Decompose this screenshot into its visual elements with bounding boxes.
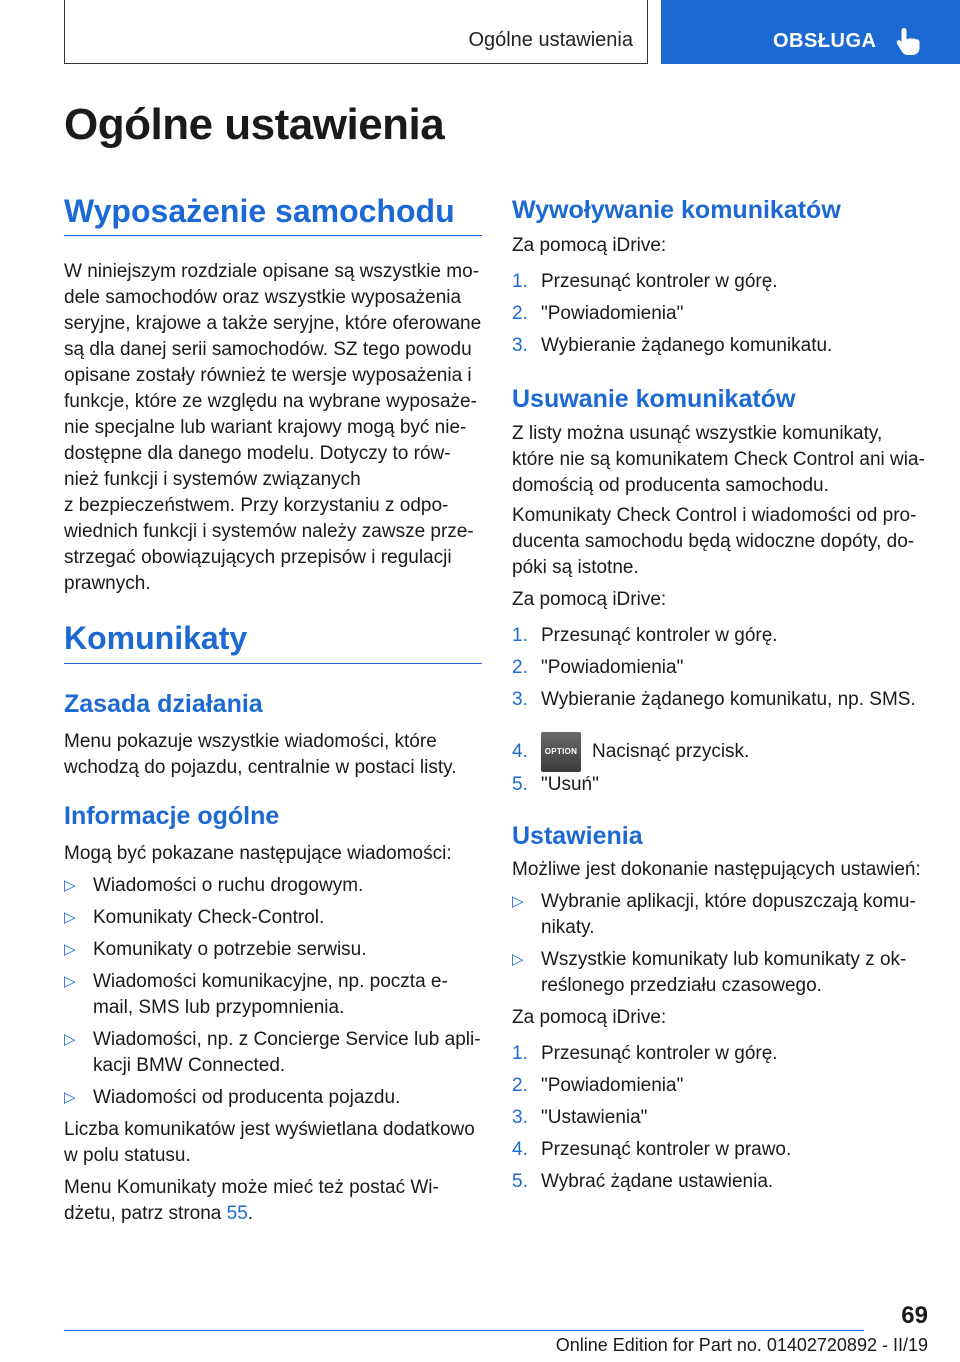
list-item-text: Wybrać żądane ustawienia.	[541, 1171, 774, 1192]
step-number: 2.	[512, 657, 528, 678]
step-number: 1.	[512, 1043, 528, 1064]
heading-delete-messages: Usuwanie komunikatów	[512, 385, 796, 413]
text-line: funkcje, które ze względu na wybrane wyposaże‐	[64, 391, 477, 412]
page-number: 69	[901, 1302, 928, 1329]
text-line: opisane zostały również te wersje wyposażenia i	[64, 365, 472, 386]
text-line: wiednich funkcji i systemów należy zawsze prze‐	[64, 521, 474, 542]
heading-equipment: Wyposażenie samochodu	[64, 193, 455, 229]
step-number: 3.	[512, 689, 528, 710]
list-item-text: mail, SMS lub przypomnienia.	[93, 997, 345, 1018]
text-line: Komunikaty Check Control i wiadomości od pro‐	[512, 505, 917, 526]
text-line: seryjne, krajowe a także seryjne, które oferowane	[64, 313, 482, 334]
heading-settings: Ustawienia	[512, 822, 643, 850]
list-item-text: Przesunąć kontroler w górę.	[541, 271, 778, 292]
step-number: 4.	[512, 741, 528, 762]
page-link[interactable]: 55	[226, 1203, 248, 1224]
list-item-text: Wiadomości, np. z Concierge Service lub apli‐	[93, 1029, 481, 1050]
list-item-text: Przesunąć kontroler w górę.	[541, 625, 778, 646]
triangle-bullet-icon: ▷	[512, 951, 524, 968]
text-line: Za pomocą iDrive:	[512, 589, 667, 610]
step-number: 1.	[512, 625, 528, 646]
list-item-text: Wiadomości od producenta pojazdu.	[93, 1087, 401, 1108]
heading-rule	[64, 663, 482, 664]
list-item-text: Wybieranie żądanego komunikatu.	[541, 335, 833, 356]
text-line: które nie są komunikatem Check Control ani wia‐	[512, 449, 925, 470]
text-line: Za pomocą iDrive:	[512, 1007, 667, 1028]
text-line: W niniejszym rozdziale opisane są wszystkie mo‐	[64, 261, 479, 282]
footer-rule	[64, 1330, 864, 1331]
list-item-text: kacji BMW Connected.	[93, 1055, 286, 1076]
step-number: 5.	[512, 774, 528, 795]
edition-footer: Online Edition for Part no. 01402720892 - II/19	[555, 1335, 928, 1355]
step-number: 3.	[512, 1107, 528, 1128]
triangle-bullet-icon: ▷	[64, 877, 76, 894]
text-line: strzegać obowiązujących przepisów i regulacji	[64, 547, 452, 568]
text-line: Możliwe jest dokonanie następujących ustawień:	[512, 859, 921, 880]
text-line: Za pomocą iDrive:	[512, 235, 667, 256]
text-span: dżetu, patrz strona	[64, 1203, 227, 1224]
list-item-text: "Ustawienia"	[541, 1107, 648, 1128]
text-line: nie specjalne lub wariant krajowy mogą być nie‐	[64, 417, 467, 438]
text-line: dostępne dla danego modelu. Dotyczy to rów‐	[64, 443, 451, 464]
list-item-text: Komunikaty o potrzebie serwisu.	[93, 939, 367, 960]
list-item-text: Wiadomości o ruchu drogowym.	[93, 875, 364, 896]
heading-principle: Zasada działania	[64, 690, 263, 718]
heading-rule	[64, 235, 482, 236]
heading-general: Informacje ogólne	[64, 802, 280, 830]
text-line: ducenta samochodu będą widoczne dopóty, do‐	[512, 531, 915, 552]
step-number: 5.	[512, 1171, 528, 1192]
heading-messages: Komunikaty	[64, 620, 248, 656]
hand-pointer-icon	[894, 26, 922, 56]
step-number: 3.	[512, 335, 528, 356]
text-line: Liczba komunikatów jest wyświetlana dodatkowo	[64, 1119, 475, 1140]
text-line: Mogą być pokazane następujące wiadomości:	[64, 843, 452, 864]
text-line: Menu pokazuje wszystkie wiadomości, które	[64, 731, 437, 752]
triangle-bullet-icon: ▷	[64, 909, 76, 926]
text-line: z bezpieczeństwem. Przy korzystaniu z odpo‐	[64, 495, 449, 516]
header-chapter-label: OBSŁUGA	[773, 30, 877, 52]
step-number: 1.	[512, 271, 528, 292]
text-line: Z listy można usunąć wszystkie komunikaty,	[512, 423, 883, 444]
list-item-text: Wszystkie komunikaty lub komunikaty z ok‐	[541, 949, 907, 970]
list-item-text: Przesunąć kontroler w prawo.	[541, 1139, 792, 1160]
list-item-text: Wiadomości komunikacyjne, np. poczta e-	[93, 971, 448, 992]
heading-call-messages: Wywoływanie komunikatów	[512, 196, 841, 224]
text-span: .	[247, 1203, 254, 1224]
step-number: 4.	[512, 1139, 528, 1160]
list-item-text: "Powiadomienia"	[541, 657, 684, 678]
text-line: w polu statusu.	[64, 1145, 191, 1166]
list-item-text: Przesunąć kontroler w górę.	[541, 1043, 778, 1064]
list-item-text: Komunikaty Check-Control.	[93, 907, 325, 928]
list-item-text: reślonego przedziału czasowego.	[541, 975, 822, 996]
triangle-bullet-icon: ▷	[64, 1089, 76, 1106]
list-item-text: "Powiadomienia"	[541, 303, 684, 324]
step-number: 2.	[512, 303, 528, 324]
list-item-text: Wybranie aplikacji, które dopuszczają komu‐	[541, 891, 916, 912]
text-line: póki są istotne.	[512, 557, 639, 578]
text-line: wchodzą do pojazdu, centralnie w postaci listy.	[64, 757, 457, 778]
text-line: dele samochodów oraz wszystkie wyposażenia	[64, 287, 462, 308]
option-button-icon: OPTION	[541, 732, 581, 772]
list-item-text: Wybieranie żądanego komunikatu, np. SMS.	[541, 689, 916, 710]
text-line: domością od producenta samochodu.	[512, 475, 829, 496]
triangle-bullet-icon: ▷	[64, 1031, 76, 1048]
step-number: 2.	[512, 1075, 528, 1096]
triangle-bullet-icon: ▷	[64, 941, 76, 958]
list-item-text: "Usuń"	[541, 774, 599, 795]
list-item-text: "Powiadomienia"	[541, 1075, 684, 1096]
text-line: prawnych.	[64, 573, 151, 594]
list-item-text: Nacisnąć przycisk.	[592, 741, 750, 762]
header-section-title: Ogólne ustawienia	[468, 29, 633, 51]
triangle-bullet-icon: ▷	[512, 893, 524, 910]
page-title: Ogólne ustawienia	[64, 100, 445, 149]
text-line: nież funkcji i systemów związanych	[64, 469, 361, 490]
text-line: są dla danej serii samochodów. SZ tego powodu	[64, 339, 472, 360]
text-line	[64, 1201, 253, 1227]
triangle-bullet-icon: ▷	[64, 973, 76, 990]
list-item-text: nikaty.	[541, 917, 595, 938]
header-section-box	[64, 0, 648, 64]
text-line: Menu Komunikaty może mieć też postać Wi‐	[64, 1177, 439, 1198]
